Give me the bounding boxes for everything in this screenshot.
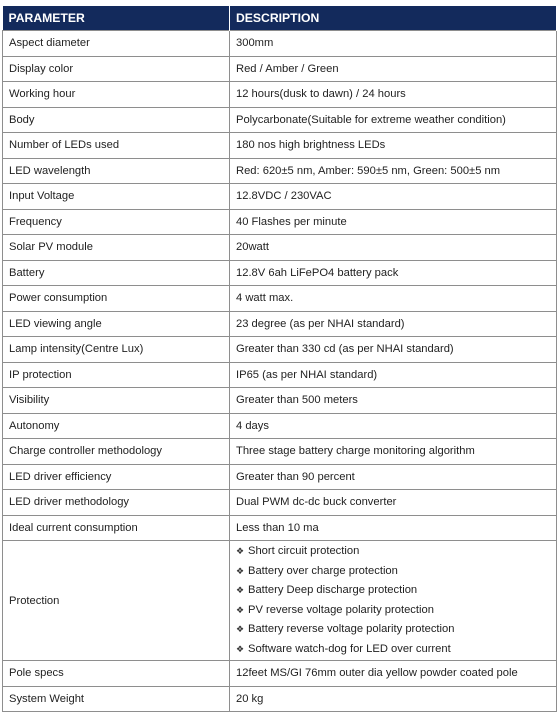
description-cell: 12feet MS/GI 76mm outer dia yellow powder coated pole — [230, 661, 557, 687]
parameter-cell: Input Voltage — [3, 184, 230, 210]
table-row — [3, 337, 557, 363]
description-cell: 12.8VDC / 230VAC — [230, 184, 557, 210]
table-row — [3, 388, 557, 414]
diamond-bullet-icon: ❖ — [236, 604, 245, 615]
parameter-cell: Working hour — [3, 82, 230, 108]
protection-row — [3, 541, 557, 661]
protection-item-text: PV reverse voltage polarity protection — [248, 603, 434, 616]
parameter-cell: LED viewing angle — [3, 311, 230, 337]
header-description: DESCRIPTION — [230, 6, 557, 31]
table-row — [3, 286, 557, 312]
description-cell: 4 watt max. — [230, 286, 557, 312]
diamond-bullet-icon: ❖ — [236, 643, 245, 654]
description-cell: Polycarbonate(Suitable for extreme weather condition) — [230, 107, 557, 133]
table-row — [3, 184, 557, 210]
description-cell: 12 hours(dusk to dawn) / 24 hours — [230, 82, 557, 108]
parameter-cell: Lamp intensity(Centre Lux) — [3, 337, 230, 363]
table-row — [3, 107, 557, 133]
table-row — [3, 490, 557, 516]
protection-item-text: Battery Deep discharge protection — [248, 584, 418, 596]
parameter-cell: Aspect diameter — [3, 31, 230, 57]
protection-item-text: Battery over charge protection — [248, 564, 398, 577]
parameter-cell: Solar PV module — [3, 235, 230, 261]
description-cell: Less than 10 ma — [230, 515, 557, 541]
list-item — [236, 601, 550, 621]
table-row — [3, 82, 557, 108]
description-cell: Three stage battery charge monitoring algorithm — [230, 439, 557, 465]
table-row — [3, 31, 557, 57]
table-row — [3, 439, 557, 465]
spec-table-header — [3, 6, 557, 31]
protection-item-text: Short circuit protection — [248, 545, 360, 557]
table-row — [3, 661, 557, 687]
parameter-cell: LED driver methodology — [3, 490, 230, 516]
list-item — [236, 542, 550, 562]
table-row — [3, 515, 557, 541]
parameter-cell: LED driver efficiency — [3, 464, 230, 490]
protection-list-cell — [230, 541, 557, 661]
description-cell: IP65 (as per NHAI standard) — [230, 362, 557, 388]
spec-table-body — [3, 31, 557, 712]
protection-list — [236, 542, 550, 659]
parameter-cell: Number of LEDs used — [3, 133, 230, 159]
description-cell: 20 kg — [230, 686, 557, 712]
header-parameter: PARAMETER — [3, 6, 230, 31]
header-row — [3, 6, 557, 31]
table-row — [3, 209, 557, 235]
table-row — [3, 311, 557, 337]
description-cell: 23 degree (as per NHAI standard) — [230, 311, 557, 337]
description-cell: Greater than 330 cd (as per NHAI standard) — [230, 337, 557, 363]
table-row — [3, 413, 557, 439]
table-row — [3, 260, 557, 286]
diamond-bullet-icon: ❖ — [236, 565, 245, 576]
parameter-cell: Battery — [3, 260, 230, 286]
description-cell: Red / Amber / Green — [230, 56, 557, 82]
parameter-cell: LED wavelength — [3, 158, 230, 184]
list-item — [236, 640, 550, 660]
list-item — [236, 581, 550, 601]
spec-table — [2, 6, 557, 712]
description-cell: 40 Flashes per minute — [230, 209, 557, 235]
description-cell: Greater than 90 percent — [230, 464, 557, 490]
parameter-cell: Frequency — [3, 209, 230, 235]
protection-item-text: Software watch-dog for LED over current — [248, 642, 451, 655]
description-cell: 4 days — [230, 413, 557, 439]
description-cell: 300mm — [230, 31, 557, 57]
description-cell: 20watt — [230, 235, 557, 261]
parameter-cell: IP protection — [3, 362, 230, 388]
list-item — [236, 620, 550, 640]
diamond-bullet-icon: ❖ — [236, 585, 245, 595]
parameter-cell: Autonomy — [3, 413, 230, 439]
parameter-cell: Pole specs — [3, 661, 230, 687]
description-cell: 180 nos high brightness LEDs — [230, 133, 557, 159]
table-row — [3, 158, 557, 184]
table-row — [3, 56, 557, 82]
table-row — [3, 464, 557, 490]
parameter-cell: Ideal current consumption — [3, 515, 230, 541]
diamond-bullet-icon: ❖ — [236, 546, 245, 556]
parameter-cell: Display color — [3, 56, 230, 82]
parameter-cell: Visibility — [3, 388, 230, 414]
parameter-cell: Charge controller methodology — [3, 439, 230, 465]
description-cell: Dual PWM dc-dc buck converter — [230, 490, 557, 516]
parameter-cell: System Weight — [3, 686, 230, 712]
parameter-cell: Power consumption — [3, 286, 230, 312]
description-cell: 12.8V 6ah LiFePO4 battery pack — [230, 260, 557, 286]
description-cell: Greater than 500 meters — [230, 388, 557, 414]
table-row — [3, 235, 557, 261]
table-row — [3, 362, 557, 388]
parameter-cell: Protection — [3, 541, 230, 661]
protection-item-text: Battery reverse voltage polarity protection — [248, 623, 455, 635]
table-row — [3, 133, 557, 159]
table-row — [3, 686, 557, 712]
parameter-cell: Body — [3, 107, 230, 133]
diamond-bullet-icon: ❖ — [236, 624, 245, 634]
description-cell: Red: 620±5 nm, Amber: 590±5 nm, Green: 500±5 nm — [230, 158, 557, 184]
list-item — [236, 562, 550, 582]
